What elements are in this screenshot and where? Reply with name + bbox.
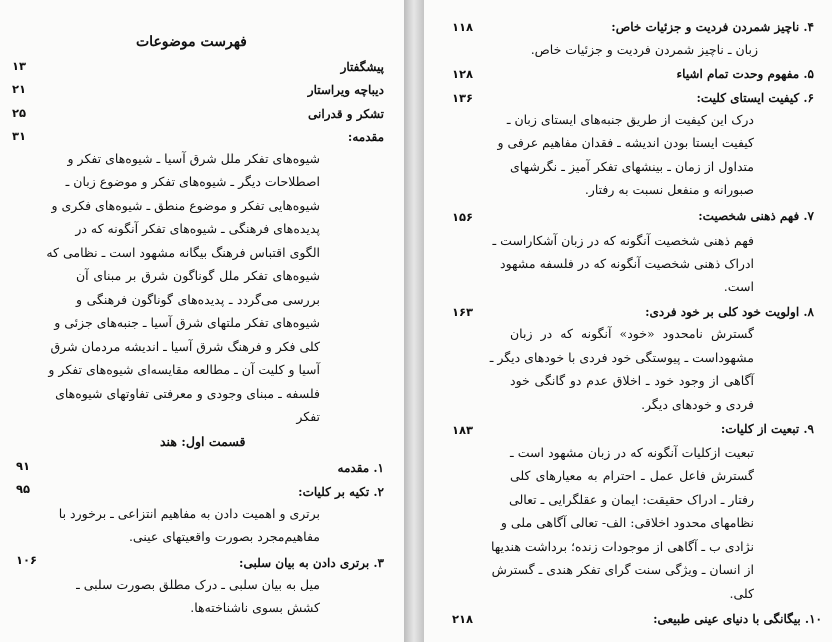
toc-entry-label: تشکر و قدرانی	[308, 107, 384, 121]
chapter-line: است.	[723, 279, 754, 294]
chapter-label: ۸. اولویت خود کلی بر خود فردی:	[645, 305, 814, 319]
chapter-line: میل به بیان سلبی ـ درک مطلق بصورت سلبی ـ	[76, 577, 320, 592]
chapter-page: ۹۵	[16, 482, 31, 496]
intro-line: الگوی اقتباس فرهنگ بیگانه مشهود است ـ نظامی که	[46, 245, 320, 260]
chapter-label: ۵. مفهوم وحدت تمام اشیاء	[676, 67, 814, 81]
intro-line: کلی فکر و فرهنگ شرق آسیا ـ اندیشه مردمان شرق	[50, 339, 320, 354]
chapter-page: ۱۰۶	[16, 553, 38, 567]
chapter-line: متداول از زمان ـ بینشهای تفکر آمیز ـ نگرشهای	[510, 159, 754, 174]
chapter-line: فهم ذهنی شخصیت آنگونه که در زبان آشکاراست ـ	[492, 233, 754, 248]
toc-entry-page: ۳۱	[12, 129, 27, 143]
chapter-line: مشهوداست ـ پیوستگی خود فردی با خودهای دیگر ـ	[489, 350, 754, 365]
chapter-line: گسترش فاعل عمل ـ احترام به معیارهای کلی	[510, 468, 754, 483]
chapter-line: صبورانه و منفعل نسبت به رفتار.	[584, 182, 754, 197]
toc-entry-page: ۱۳	[12, 59, 27, 73]
intro-line: اصطلاحات دیگر ـ شیوه‌های تفکر و موضوع زبان ـ	[65, 174, 320, 189]
toc-entry-label: مقدمه:	[347, 130, 384, 144]
toc-entry-label: پیشگفتار	[340, 60, 384, 74]
intro-line: پدیده‌های فرهنگی ـ شیوه‌های تفکر آنگونه که در	[75, 221, 320, 236]
intro-line: بررسی می‌گردد ـ پدیده‌های گوناگون فرهنگی و	[76, 292, 320, 307]
chapter-page: ۱۱۸	[452, 20, 474, 34]
part-title: قسمت اول: هند	[160, 434, 246, 449]
chapter-page: ۲۱۸	[452, 612, 474, 626]
toc-entry-page: ۲۱	[12, 82, 27, 96]
right-page	[424, 0, 832, 642]
chapter-line: تبعیت ازکلیات آنگونه که در زبان مشهود است ـ	[510, 445, 754, 460]
chapter-line: رفتار ـ ادراک حقیقت: ایمان و عقلگرایی ـ تعالی	[509, 492, 754, 507]
chapter-page: ۱۳۶	[452, 91, 474, 105]
chapter-label: ۱. مقدمه	[337, 461, 384, 475]
intro-line: فلسفه ـ مبنای وجودی و معرفتی تفاوتهای شیوه‌های	[55, 386, 320, 401]
toc-entry-label: دیباچه ویراستار	[307, 83, 384, 97]
chapter-label: ۷. فهم ذهنی شخصیت:	[698, 209, 814, 223]
intro-line: تفکر	[296, 409, 320, 424]
chapter-line: گسترش نامحدود «خود» آنگونه که در زبان	[510, 326, 754, 341]
chapter-line: ادراک ذهنی شخصیت آنگونه که در فلسفه مشهود	[500, 256, 754, 271]
chapter-line: نظامهای محدود اخلاقی: الف- تعالی آگاهی ملی و	[500, 515, 754, 530]
chapter-page: ۱۸۳	[452, 423, 474, 437]
chapter-label: ۲. تکیه بر کلیات:	[298, 485, 384, 499]
chapter-page: ۹۱	[16, 459, 31, 473]
intro-line: شیوه‌های تفکر ملل گوناگون شرق بر مبنای آن	[76, 268, 320, 283]
toc-entry-page: ۲۵	[12, 106, 27, 120]
chapter-label: ۹. تبعیت از کلیات:	[720, 422, 814, 436]
chapter-line: کلی.	[729, 586, 754, 601]
chapter-page: ۱۵۶	[452, 210, 474, 224]
chapter-line: نژادی ب ـ آگاهی از موجودات زنده؛ برداشت هندیها	[490, 539, 754, 554]
chapter-line: مفاهیم‌مجرد بصورت واقعیتهای عینی.	[128, 529, 320, 544]
chapter-line: از انسان ـ ویژگی سنت گرای تفکر هندی ـ گسترش	[491, 562, 754, 577]
chapter-label: ۴. ناچیز شمردن فردیت و جزئیات خاص:	[611, 20, 814, 34]
chapter-line: فردی و خودهای دیگر.	[641, 397, 754, 412]
chapter-line: درک این کیفیت از طریق جنبه‌های ایستای زبان ـ	[506, 112, 754, 127]
book-gutter	[404, 0, 424, 642]
intro-line: شیوه‌هایی تفکر و موضوع منطق ـ شیوه‌های فکری و	[51, 198, 320, 213]
chapter-page: ۱۲۸	[452, 67, 474, 81]
chapter-label: ۶. کیفیت ایستای کلیت:	[696, 91, 814, 105]
page-title: فهرست موضوعات	[136, 34, 247, 50]
intro-line: شیوه‌های تفکر ملتهای شرق آسیا ـ جنبه‌های جزئی و	[54, 315, 320, 330]
intro-line: شیوه‌های تفکر ملل شرق آسیا ـ شیوه‌های تفکر و	[67, 151, 320, 166]
chapter-line: کشش بسوی ناشناخته‌ها.	[190, 600, 320, 615]
chapter-page: ۱۶۳	[452, 305, 474, 319]
chapter-line: زبان ـ ناچیز شمردن فردیت و جزئیات خاص.	[530, 42, 758, 57]
chapter-label: ۳. برتری دادن به بیان سلبی:	[239, 556, 384, 570]
left-page	[0, 0, 404, 642]
chapter-line: کیفیت ایستا بودن اندیشه ـ فقدان مفاهیم عرفی و	[497, 135, 754, 150]
chapter-line: برتری و اهمیت دادن به مفاهیم انتزاعی ـ برخورد با	[58, 506, 320, 521]
chapter-line: آگاهی از وجود خود ـ اخلاق عدم دو گانگی خود	[510, 373, 754, 388]
chapter-label: ۱۰. بیگانگی با دنیای عینی طبیعی:	[653, 612, 822, 626]
intro-line: آسیا و کلیت آن ـ مطالعه مقایسه‌ای شیوه‌های تفکر و	[48, 362, 320, 377]
